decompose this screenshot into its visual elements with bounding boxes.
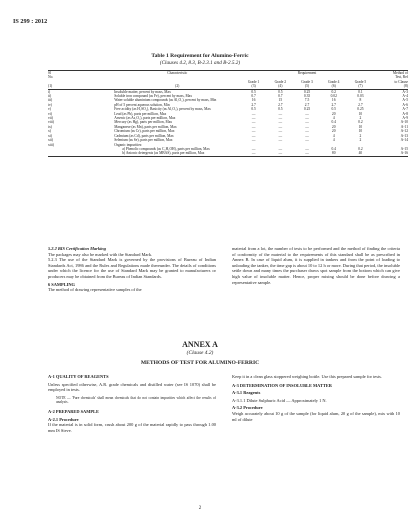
row-sl-no: ii): [48, 94, 52, 99]
row-grade-value: —: [305, 133, 309, 138]
row-grade-value: 2.7: [358, 102, 363, 107]
row-grade-value: 0.5: [251, 89, 256, 94]
row-grade-value: —: [305, 151, 309, 156]
row-sl-no: i): [48, 89, 51, 94]
row-sl-no: iv): [48, 102, 52, 107]
row-characteristic: Lead (as Pb), parts per million, Max: [114, 111, 167, 116]
row-grade-value: —: [251, 146, 256, 151]
annex-right-column: [232, 374, 400, 422]
row-characteristic: Organic impurities:: [114, 142, 143, 147]
row-grade-value: —: [251, 111, 256, 116]
row-grade-value: —: [305, 116, 309, 121]
row-grade-value: —: [278, 138, 283, 143]
row-grade-value: 10: [358, 111, 363, 116]
row-sl-no: xiii): [48, 142, 54, 147]
table-row: [48, 151, 408, 156]
row-grade-value: —: [305, 146, 309, 151]
row-grade-value: 0.2: [358, 146, 363, 151]
row-method-ref: A-14: [400, 138, 408, 143]
reagents-para: Unless specified otherwise, A.R. grade chemicals and distilled water (see IS 1070) shall be employed in tests.: [48, 381, 216, 393]
row-characteristic: Arsenic (as As₂O₃), parts per million, Max: [114, 116, 176, 121]
row-grade-value: —: [278, 146, 283, 151]
row-grade-value: 10: [358, 129, 363, 134]
row-grade-value: 0.2: [331, 89, 336, 94]
row-grade-value: 0.5: [278, 89, 283, 94]
row-grade-value: 20: [331, 124, 336, 129]
row-grade-value: 2: [359, 138, 362, 143]
row-grade-value: 20: [331, 111, 336, 116]
row-grade-value: 0.7: [251, 94, 256, 99]
row-grade-value: —: [251, 116, 256, 121]
table-subtitle: (Clauses 4.2, 8.3, B-2.3.1 and B-2.5.2): [159, 60, 241, 66]
row-grade-value: 0.1: [358, 89, 363, 94]
row-grade-value: 16: [331, 98, 336, 103]
row-sl-no: vii): [48, 116, 53, 121]
row-characteristic: Cadmium (as Cd), parts per million, Max: [114, 133, 174, 138]
row-grade-value: 10: [358, 124, 363, 129]
row-sl-no: ix): [48, 124, 52, 129]
row-method-ref: A-13: [400, 133, 408, 138]
row-grade-value: 7.5: [304, 98, 310, 103]
requirements-table: Sl No. Characteristic Requirement Method of Test, Ref Grade 1 Grade 2 Grade 3 Grade 4 Grade 5 to Clause (1) (2) (3) (4) (5) (6) (7) (8) i) Insoluble matter, percent by mass, Max 0.5 0.5 0.25 0.2 0.1 A-3 ii) Soluble iron compound (as Fe), percent by mass, Max 0.7 0.7 0.35 0.02 0.03 A-4 iii) Water soluble aluminium compounds (as Al₂O₃), percent by mass, Min 16 15 7.5 16 8 A-5 iv) pH of 5 percent aqueous solution, Min 2.7 2.7 2.7 2.7 2.7 A-6 v) Free acidity (as H₂SO₄), Basicity (as Al₂O₃), percent by mass, Max 0.5 0.5 0.25 0.5 0.25 A-7 vi) Lead (as Pb), parts per million, Max — — — 20 10 A-8 vii) Arsenic (as As₂O₃), parts per million, Max — — — 4 2 A-9 viii) Mercury (as Hg), parts per million, Max — — — 0.4 0.2 A-10 ix) Manganese (as Mn), parts per million, Max — — — 20 10 A-11 x) Chromium (as Cr), parts per million, Max — — — 20 10 A-12 xi) Cadmium (as Cd), parts per million, Max — — — 4 2 A-13 xii) Selenium (as Se), parts per million, Max — — — 4 2 A-14 xiii) Organic impurities: a) Phenolic compounds (as C₆H₅OH), parts per million, Max — — — 0.4 0.2 A-15 b) Anionic detergents (as MBAS), parts per million, Max — — — 80 40 A-16: [48, 71, 408, 156]
row-grade-value: —: [251, 124, 256, 129]
row-grade-value: 4: [332, 138, 335, 143]
annex-title: ANNEX A: [182, 340, 218, 349]
row-sl-no: viii): [48, 120, 54, 125]
row-grade-value: —: [251, 129, 256, 134]
row-grade-value: 0.5: [251, 107, 256, 112]
row-method-ref: A-5: [402, 98, 408, 103]
row-grade-value: —: [305, 138, 309, 143]
row-grade-value: —: [251, 138, 256, 143]
row-sl-no: [48, 151, 114, 156]
row-grade-value: —: [278, 120, 283, 125]
row-sl-no: xii): [48, 138, 53, 143]
row-grade-value: 2.7: [331, 102, 336, 107]
page-header: IS 299 : 2012: [13, 18, 48, 25]
certification-para-2: 5.2.3 The use of the Standard Mark is governed by the provisions of Bureau of Indian Standards Act, 1986 and the Rules and Regulations made thereunder. The details of conditions under which the licence for the use of Standard Mark may be granted to manufacturers or producers may be obtained from the Bureau of Indian Standards.: [48, 257, 216, 279]
row-grade-value: —: [278, 151, 283, 156]
row-characteristic: Manganese (as Mn), parts per million, Max: [114, 124, 177, 129]
row-grade-value: 0.4: [331, 146, 336, 151]
sampling-para-continued: material from a lot, the number of tests to be performed and the method of finding the criteria of conformity of the material to the requirements of this standard shall be as prescribed in Annex B. In case of liquid alum, it is supplied in tankers and from the point of loading to unloading the tanker, the time gap is about 10 to 12 h or more. During that period, the insoluble settle down and many times the purchaser draws spot sample from the bottom which can give high value of insoluble matter. Hence, proper mixing should be done before drawing a representative sample.: [232, 246, 400, 285]
reagents-note: NOTE — 'Pure chemicals' shall mean chemicals that do not contain impurities which affect the results of analysis.: [56, 395, 216, 405]
col-method: Method of Test, Ref: [392, 71, 408, 80]
row-method-ref: A-9: [402, 116, 408, 121]
prepared-sample-heading: A-2 PREPARED SAMPLE: [48, 408, 99, 414]
row-grade-value: —: [278, 111, 283, 116]
procedure-para: If the material is in solid form, crush about 200 g of the material rapidly to pass through 1.00 mm IS Sieve.: [48, 422, 216, 433]
reagents-subheading: A-3.1 Reagents: [232, 390, 261, 396]
page-number: 2: [198, 506, 202, 511]
row-grade-value: 2.7: [251, 102, 256, 107]
row-grade-value: —: [278, 124, 283, 129]
row-grade-value: 0.7: [278, 94, 283, 99]
row-method-ref: A-4: [402, 94, 408, 99]
row-characteristic: a) Phenolic compounds (as C₆H₅OH), parts per million, Max: [122, 146, 210, 151]
row-grade-value: 0.25: [303, 107, 311, 112]
row-grade-value: 2: [359, 133, 362, 138]
sampling-para: The method of drawing representative samples of the: [48, 287, 142, 293]
row-sl-no: xi): [48, 133, 52, 138]
row-grade-value: —: [251, 133, 256, 138]
insoluble-procedure-heading: A-3.2 Procedure: [232, 405, 263, 411]
reagents-heading: A-1 QUALITY OF REAGENTS: [48, 374, 109, 379]
row-method-ref: A-12: [400, 129, 408, 134]
certification-heading: 5.2.2 BIS Certification Marking: [48, 246, 106, 251]
col-requirement: Requirement: [297, 71, 317, 75]
row-grade-value: 0.5: [331, 107, 336, 112]
row-characteristic: Free acidity (as H₂SO₄), Basicity (as Al₂O₃), percent by mass, Max: [114, 107, 211, 112]
row-grade-value: —: [251, 120, 256, 125]
table-title: Table 1 Requirement for Alumino-Ferric: [151, 53, 249, 59]
annex-clause: (Clause 4.2): [186, 350, 214, 356]
row-characteristic: Soluble iron compound (as Fe), percent by mass, Max: [114, 94, 193, 99]
row-grade-value: 8: [359, 98, 362, 103]
row-grade-value: 0.25: [357, 107, 364, 112]
row-sl-no: v): [48, 107, 51, 112]
row-grade-value: 15: [278, 98, 283, 103]
row-grade-value: 0.5: [278, 107, 283, 112]
row-grade-value: —: [305, 129, 309, 134]
row-grade-value: 20: [331, 129, 336, 134]
col-characteristic: Characteristic: [167, 71, 188, 75]
row-grade-value: —: [305, 124, 309, 129]
row-characteristic: Chromium (as Cr), parts per million, Max: [114, 129, 175, 134]
row-grade-value: 0.03: [357, 94, 364, 99]
row-method-ref: A-7: [402, 107, 408, 112]
row-grade-value: 0.02: [330, 94, 337, 99]
row-method-ref: A-16: [400, 151, 408, 156]
insoluble-heading: A-3 DETERMINATION OF INSOLUBLE MATTER: [232, 382, 332, 388]
row-grade-value: 2.7: [304, 102, 310, 107]
row-characteristic: Water soluble aluminium compounds (as Al₂O₃), percent by mass, Min: [114, 98, 217, 103]
row-characteristic: pH of 5 percent aqueous solution, Min: [114, 102, 170, 107]
row-method-ref: A-6: [402, 102, 408, 107]
row-grade-value: 4: [332, 133, 335, 138]
prepared-sample-continued: Keep it in a clean glass stoppered weighing bottle. Use this prepared sample for tests.: [232, 374, 382, 379]
row-grade-value: 80: [331, 151, 336, 156]
sampling-continued: [232, 246, 400, 285]
procedure-heading: A-2.1 Procedure: [48, 416, 79, 422]
insoluble-procedure-para: Weigh accurately about 10 g of the sample (for liquid alum, 20 g of the sample), mix with 10 ml of dilute: [232, 410, 400, 422]
row-method-ref: A-3: [402, 89, 408, 94]
row-grade-value: 4: [332, 116, 335, 121]
annex-left-column: [48, 374, 216, 433]
row-grade-value: 16: [251, 98, 256, 103]
row-grade-value: 0.2: [358, 120, 363, 125]
row-grade-value: 0.35: [303, 94, 311, 99]
row-characteristic: Insoluble matter, percent by mass, Max: [114, 89, 171, 94]
annex-subtitle: METHODS OF TEST FOR ALUMINO-FERRIC: [140, 360, 260, 366]
row-characteristic: Mercury (as Hg), parts per million, Max: [114, 120, 173, 125]
row-grade-value: 40: [358, 151, 363, 156]
row-grade-value: 0.4: [331, 120, 336, 125]
row-grade-value: —: [305, 120, 309, 125]
row-method-ref: A-10: [400, 120, 408, 125]
row-grade-value: 0.25: [303, 89, 311, 94]
row-grade-value: —: [278, 116, 283, 121]
certification-section: [48, 246, 216, 293]
row-sl-no: x): [48, 129, 51, 134]
row-method-ref: A-11: [400, 124, 408, 129]
row-grade-value: —: [278, 133, 283, 138]
row-grade-value: 2: [359, 116, 362, 121]
row-sl-no: vi): [48, 111, 52, 116]
row-grade-value: —: [251, 151, 256, 156]
sampling-heading: 6 SAMPLING: [48, 281, 75, 287]
row-characteristic: b) Anionic detergents (as MBAS), parts per million, Max: [122, 151, 205, 156]
dilute-acid-para: A-3.1.1 Dilute Sulphuric Acid — Approximately 1 N.: [232, 397, 327, 403]
row-grade-value: 2.7: [278, 102, 283, 107]
row-method-ref: A-15: [400, 146, 408, 151]
row-grade-value: —: [278, 129, 283, 134]
row-grade-value: —: [305, 111, 309, 116]
row-method-ref: A-8: [402, 111, 408, 116]
row-characteristic: Selenium (as Se), parts per million, Max: [114, 138, 173, 143]
row-sl-no: iii): [48, 98, 53, 103]
certification-para-1: The packages may also be marked with the Standard Mark.: [48, 251, 153, 257]
